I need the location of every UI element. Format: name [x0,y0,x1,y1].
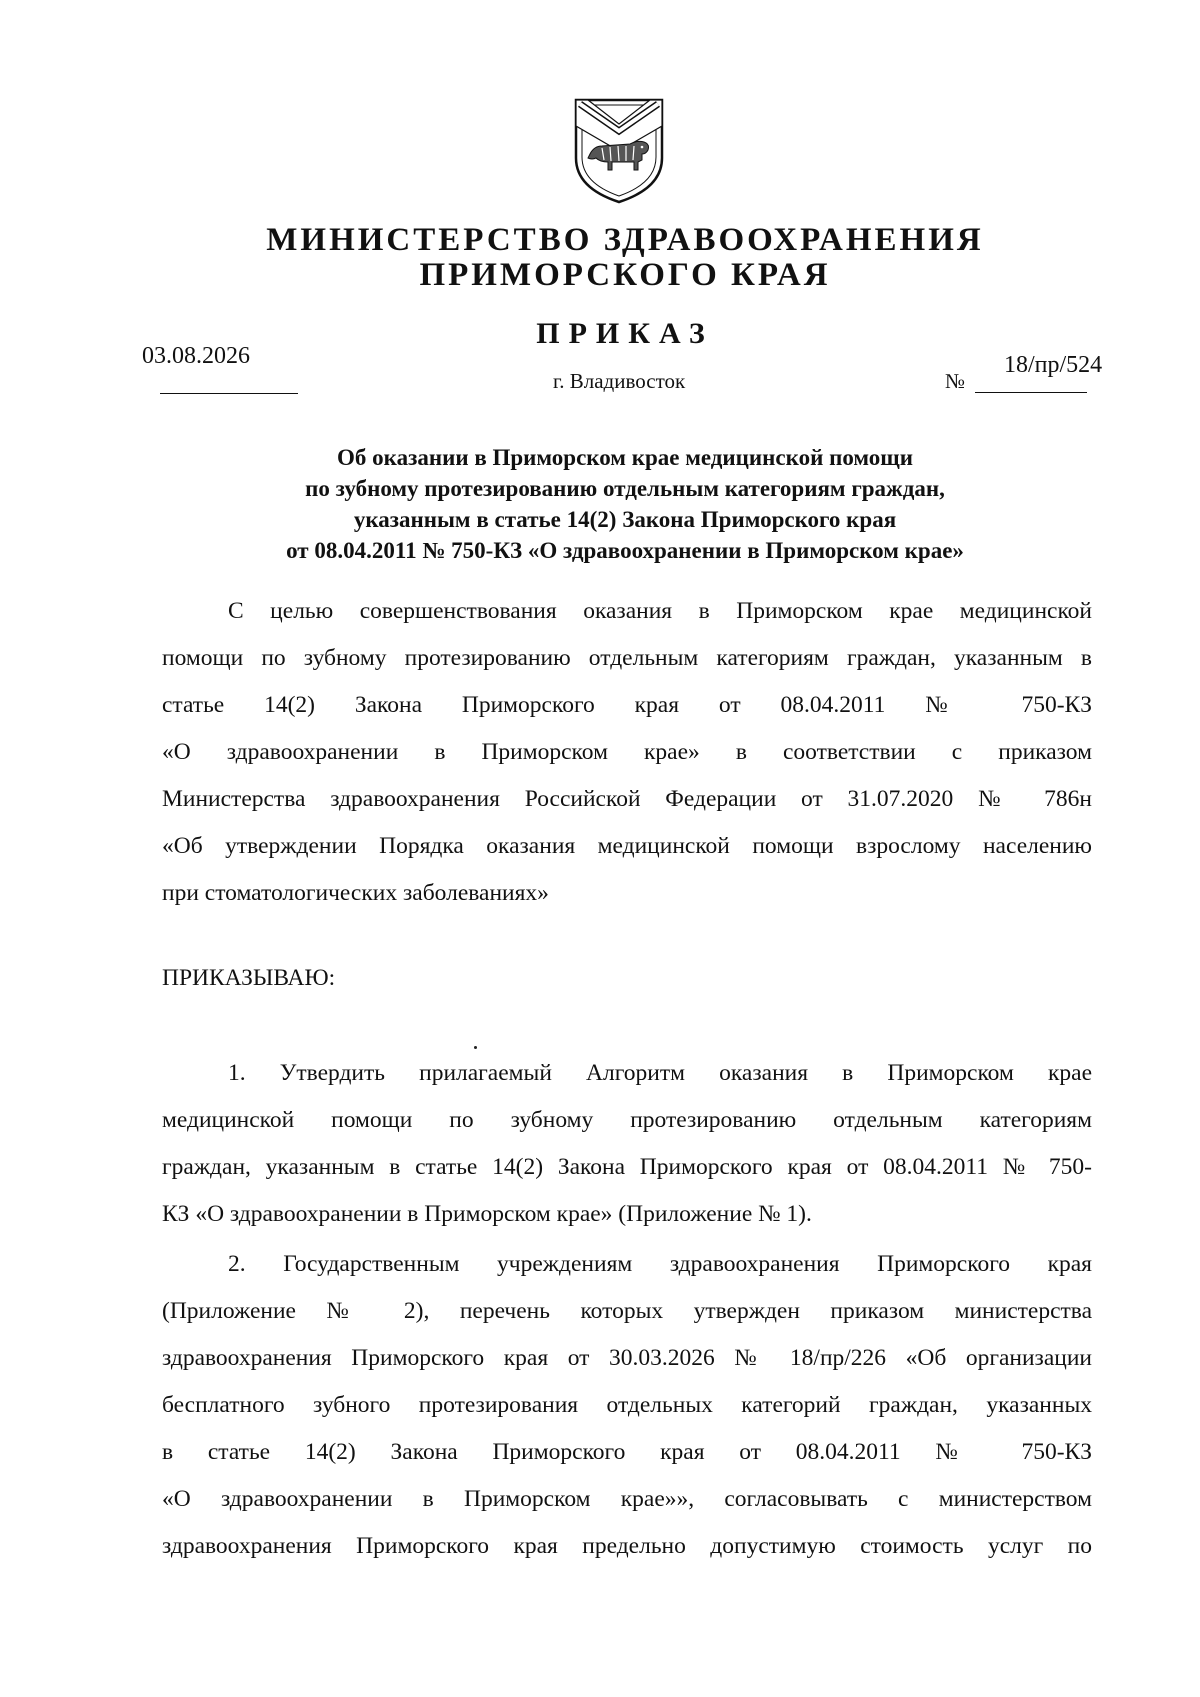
order-date: 03.08.2026 [142,343,250,369]
title-line: Об оказании в Приморском крае медицинской помощи [337,445,913,470]
preamble-line: «О здравоохранении в Приморском крае» в соответствии с приказом [162,739,1092,765]
ministry-name-line1: МИНИСТЕРСТВО ЗДРАВООХРАНЕНИЯ [266,222,984,258]
item-line: граждан, указанным в статье 14(2) Закона Приморского края от 08.04.2011 № 750- [162,1154,1092,1180]
document-type-heading: ПРИКАЗ [536,317,714,350]
order-word: ПРИКАЗЫВАЮ: [162,965,336,991]
preamble-line: «Об утверждении Порядка оказания медицинской помощи взрослому населению [162,833,1092,859]
order-number: 18/пр/524 [1004,352,1103,378]
order-item-2 [162,1241,1092,1570]
city-name: г. Владивосток [553,369,686,393]
item-line: 2. Государственным учреждениям здравоохранения Приморского края [228,1251,1092,1277]
preamble-line: статье 14(2) Закона Приморского края от 08.04.2011 № 750-КЗ [162,692,1092,718]
ministry-name-line2: ПРИМОРСКОГО КРАЯ [419,257,831,293]
item-line: здравоохранения Приморского края предельно допустимую стоимость услуг по [162,1533,1092,1559]
item-line: (Приложение № 2), перечень которых утвержден приказом министерства [162,1298,1092,1324]
coat-of-arms-icon [572,96,666,206]
number-underline [975,392,1087,393]
date-underline [160,393,298,394]
preamble-paragraph [162,588,1092,917]
number-sign: № [945,369,966,393]
item-line: медицинской помощи по зубному протезированию отдельным категориям [162,1107,1092,1133]
item-line: в статье 14(2) Закона Приморского края от 08.04.2011 № 750-КЗ [162,1439,1092,1465]
scan-speck [474,1046,477,1049]
item-line: «О здравоохранении в Приморском крае»», согласовывать с министерством [162,1486,1092,1512]
title-line: по зубному протезированию отдельным категориям граждан, [305,476,945,501]
preamble-line: помощи по зубному протезированию отдельным категориям граждан, указанным в [162,645,1092,671]
preamble-line: при стоматологических заболеваниях» [162,880,549,906]
title-line: указанным в статье 14(2) Закона Приморского края [353,507,897,532]
title-line: от 08.04.2011 № 750-КЗ «О здравоохранении в Приморском крае» [286,538,964,563]
order-title [0,442,1200,566]
preamble-line: С целью совершенствования оказания в Приморском крае медицинской [228,598,1092,624]
item-line: КЗ «О здравоохранении в Приморском крае» (Приложение № 1). [162,1201,812,1227]
item-line: бесплатного зубного протезирования отдельных категорий граждан, указанных [162,1392,1092,1418]
preamble-line: Министерства здравоохранения Российской Федерации от 31.07.2020 № 786н [162,786,1092,812]
item-line: здравоохранения Приморского края от 30.03.2026 № 18/пр/226 «Об организации [162,1345,1092,1371]
order-item-1 [162,1050,1092,1238]
item-line: 1. Утвердить прилагаемый Алгоритм оказания в Приморском крае [228,1060,1092,1086]
